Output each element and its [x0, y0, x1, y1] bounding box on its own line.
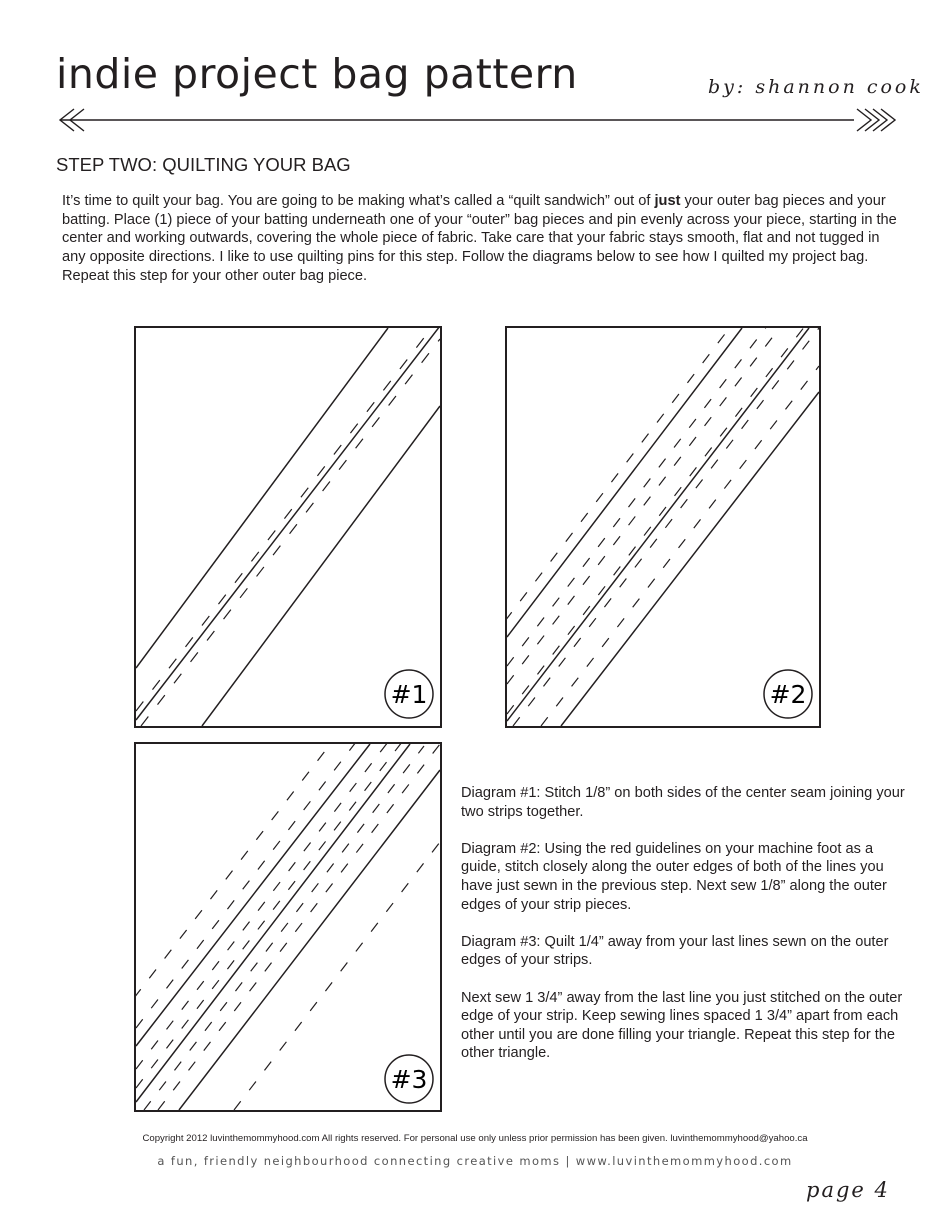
diagram-3-note: Diagram #3: Quilt 1/4” away from your last lines sewn on the outer edges of your strips. — [461, 933, 889, 969]
diagram-1-note: Diagram #1: Stitch 1/8” on both sides of the center seam joining your two strips together. — [461, 785, 905, 820]
arrow-divider — [54, 104, 896, 136]
pattern-title: indie project bag pattern — [56, 50, 578, 98]
diagram-label: #2 — [769, 680, 807, 709]
intro-text-continued: your outer bag pieces and your batting. Place (1) piece of your batting underneath one of your “outer” bag pieces and pin evenly across your piece, starting in the center and working outwards, covering the whole piece of fabric. Take care that your fabric stays smooth, flat and not tugged in any opposite directions. I like to use quilting pins for this step. Follow the diagrams below to see how I quilted my project bag. Repeat this step for your other outer bag piece. — [62, 193, 897, 284]
diagram-label: #3 — [390, 1065, 428, 1094]
page-number: page 4 — [806, 1178, 890, 1202]
step-heading: STEP TWO: QUILTING YOUR BAG — [56, 154, 351, 175]
copyright-notice: Copyright 2012 luvinthemommyhood.com All rights reserved. For personal use only unless prior permission has been given. luvinthemommyhood@yahoo.ca — [142, 1133, 808, 1144]
intro-paragraph — [62, 192, 902, 286]
quilting-diagram-3 — [134, 742, 442, 1112]
diagram-label: #1 — [390, 680, 428, 709]
diagram-2-note: Diagram #2: Using the red guidelines on your machine foot as a guide, stitch closely along the outer edges of both of the lines you have just sewn in the previous step. Next sew 1/8” along the outer edges of your strip pieces. — [461, 840, 887, 913]
intro-text: It’s time to quilt your bag. You are going to be making what’s called a “quilt sandwich” out of — [62, 193, 655, 209]
intro-emphasis: just — [654, 193, 681, 209]
quilting-diagram-1 — [134, 326, 442, 728]
next-step-note: Next sew 1 3/4” away from the last line you just stitched on the outer edge of your strip. Keep sewing lines spaced 1 3/4” apart from each other until you are done filling your triangle. Repeat this step for the other triangle. — [461, 989, 903, 1062]
diagram-notes — [461, 784, 911, 1082]
quilting-diagram-2 — [505, 326, 821, 728]
author-byline: by: shannon cook — [708, 76, 924, 98]
site-tagline: a fun, friendly neighbourhood connecting creative moms | www.luvinthemommyhood.com — [157, 1154, 793, 1168]
